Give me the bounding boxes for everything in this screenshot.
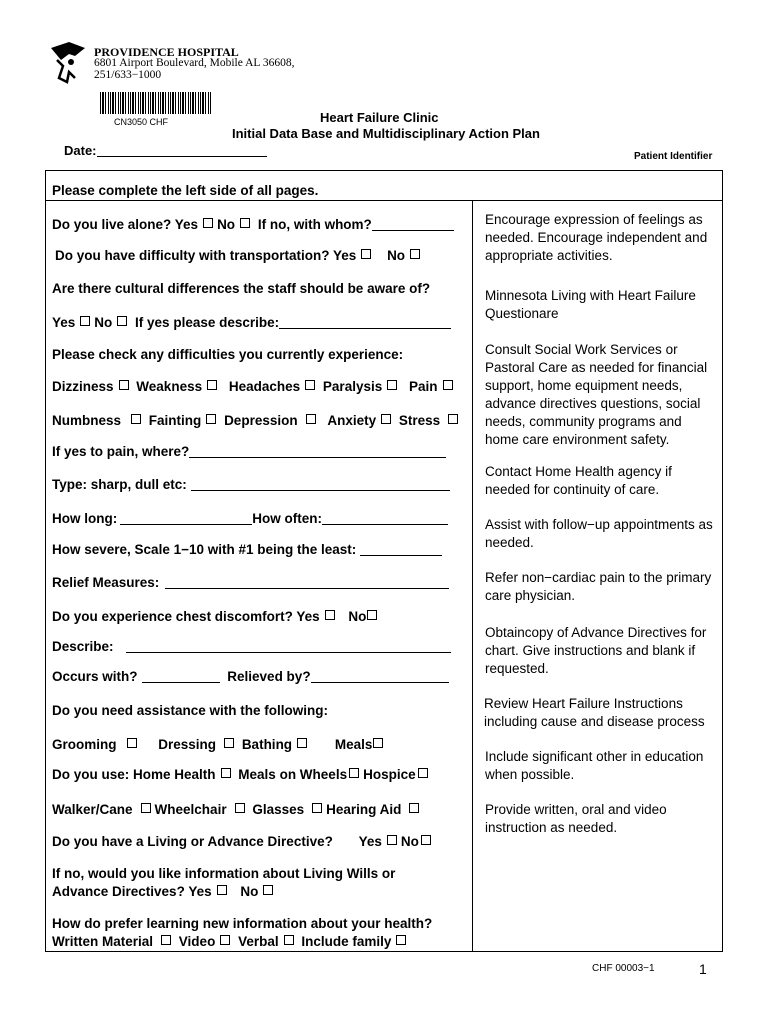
occurs-row: Occurs with? Relieved by? [52, 669, 449, 684]
hearing-aid-checkbox[interactable] [409, 803, 419, 813]
action-home-health: Contact Home Health agency if needed for continuity of care. [485, 464, 672, 497]
paralysis-checkbox[interactable] [387, 380, 397, 390]
wheelchair-checkbox[interactable] [235, 803, 245, 813]
page-number: 1 [699, 961, 707, 977]
live-alone-row: Do you live alone? Yes No If no, with whom? [52, 217, 454, 232]
relief-row: Relief Measures: [52, 575, 449, 590]
pain-duration-row: How long: How often: [52, 511, 448, 526]
weakness-checkbox[interactable] [207, 380, 217, 390]
pain-type-field[interactable] [191, 490, 450, 491]
pain-where-field[interactable] [189, 457, 446, 458]
hospital-address: 6801 Airport Boulevard, Mobile AL 36608, [94, 57, 295, 69]
dressing-checkbox[interactable] [224, 738, 234, 748]
form-number: CHF 00003−1 [592, 963, 655, 974]
chest-discomfort-row: Do you experience chest discomfort? Yes No [52, 609, 381, 624]
services-row: Do you use: Home Health Meals on Wheels Hospice [52, 767, 432, 782]
relief-field[interactable] [165, 588, 449, 589]
bathing-checkbox[interactable] [297, 738, 307, 748]
date-label: Date: [64, 143, 97, 158]
live-alone-no-checkbox[interactable] [240, 218, 250, 228]
chest-yes-checkbox[interactable] [325, 610, 335, 620]
meals-checkbox[interactable] [373, 738, 383, 748]
symptoms-row-1: Dizziness Weakness Headaches Paralysis Pain [52, 379, 457, 394]
numbness-checkbox[interactable] [131, 414, 141, 424]
directive-no-checkbox[interactable] [421, 835, 431, 845]
info-wills-line-1: If no, would you like information about Living Wills or [52, 866, 396, 881]
cultural-describe-field[interactable] [279, 328, 451, 329]
info-wills-no-checkbox[interactable] [263, 885, 273, 895]
transportation-yes-checkbox[interactable] [361, 249, 371, 259]
action-social-work: Consult Social Work Services or Pastoral Care as needed for financial support, home equipment needs, advance directives questions, social needs, community programs and home care environment safety. [485, 342, 708, 447]
pain-severity-row: How severe, Scale 1−10 with #1 being the least: [52, 542, 442, 557]
action-include-significant: Include significant other in education when possible. [485, 749, 704, 782]
directive-row: Do you have a Living or Advance Directive? Yes No [52, 834, 435, 849]
cultural-no-checkbox[interactable] [117, 316, 127, 326]
written-material-checkbox[interactable] [161, 935, 171, 945]
walker-cane-checkbox[interactable] [141, 803, 151, 813]
include-family-checkbox[interactable] [396, 935, 406, 945]
cultural-yes-checkbox[interactable] [80, 316, 90, 326]
difficulties-question: Please check any difficulties you currently experience: [52, 347, 404, 362]
chest-no-checkbox[interactable] [367, 610, 377, 620]
action-non-cardiac: Refer non−cardiac pain to the primary care physician. [485, 570, 712, 603]
action-advance-directives: Obtaincopy of Advance Directives for chart. Give instructions and blank if requested. [485, 625, 707, 676]
equipment-row: Walker/Cane Wheelchair Glasses Hearing Aid [52, 802, 423, 817]
depression-checkbox[interactable] [306, 414, 316, 424]
hospice-checkbox[interactable] [418, 768, 428, 778]
cultural-question: Are there cultural differences the staff should be aware of? [52, 281, 431, 296]
verbal-checkbox[interactable] [284, 935, 294, 945]
headaches-checkbox[interactable] [305, 380, 315, 390]
instructions: Please complete the left side of all pages. [52, 183, 319, 198]
anxiety-checkbox[interactable] [381, 414, 391, 424]
describe-field[interactable] [126, 652, 451, 653]
action-review-instructions: Review Heart Failure Instructions including cause and disease process [484, 696, 705, 729]
video-checkbox[interactable] [220, 935, 230, 945]
action-provide-instruction: Provide written, oral and video instruction as needed. [485, 802, 667, 835]
learning-question: How do prefer learning new information about your health? [52, 916, 433, 931]
action-minnesota: Minnesota Living with Heart Failure Questionare [485, 288, 696, 321]
how-long-field[interactable] [120, 524, 252, 525]
barcode [100, 92, 212, 114]
describe-row: Describe: [52, 639, 451, 654]
hospital-name: PROVIDENCE HOSPITAL [94, 45, 239, 59]
transportation-row: Do you have difficulty with transportation? Yes No [55, 248, 424, 263]
dizziness-checkbox[interactable] [119, 380, 129, 390]
info-wills-yes-checkbox[interactable] [217, 885, 227, 895]
date-field[interactable] [64, 143, 267, 158]
directive-yes-checkbox[interactable] [387, 835, 397, 845]
symptoms-row-2: Numbness Fainting Depression Anxiety Stress [52, 413, 462, 428]
stress-checkbox[interactable] [448, 414, 458, 424]
grooming-checkbox[interactable] [127, 738, 137, 748]
with-whom-field[interactable] [372, 230, 454, 231]
relieved-by-field[interactable] [311, 682, 449, 683]
page-title: Heart Failure Clinic [320, 110, 439, 125]
live-alone-yes-checkbox[interactable] [203, 218, 213, 228]
severity-field[interactable] [360, 555, 442, 556]
action-feelings: Encourage expression of feelings as needed. Encourage independent and appropriate activities. [485, 212, 708, 263]
transportation-no-checkbox[interactable] [410, 249, 420, 259]
pain-where-row: If yes to pain, where? [52, 444, 446, 459]
header-divider [45, 200, 723, 201]
learning-row: Written Material Video Verbal Include family [52, 934, 410, 949]
assistance-row: Grooming Dressing Bathing Meals [52, 737, 387, 752]
fainting-checkbox[interactable] [206, 414, 216, 424]
info-wills-row: Advance Directives? Yes No [52, 884, 277, 899]
assistance-question: Do you need assistance with the following: [52, 703, 329, 718]
patient-identifier: Patient Identifier [634, 151, 713, 162]
meals-on-wheels-checkbox[interactable] [349, 768, 359, 778]
home-health-checkbox[interactable] [221, 768, 231, 778]
cultural-answer-row: Yes No If yes please describe: [52, 315, 451, 330]
glasses-checkbox[interactable] [312, 803, 322, 813]
pain-type-row: Type: sharp, dull etc: [52, 477, 450, 492]
how-often-field[interactable] [322, 524, 448, 525]
page-subtitle: Initial Data Base and Multidisciplinary Action Plan [232, 126, 540, 141]
hospital-logo [47, 38, 91, 84]
hospital-phone: 251/633−1000 [94, 69, 162, 81]
pain-checkbox[interactable] [443, 380, 453, 390]
action-follow-up: Assist with follow−up appointments as needed. [485, 517, 713, 550]
barcode-label: CN3050 CHF [114, 117, 169, 127]
occurs-with-field[interactable] [142, 682, 220, 683]
column-divider [472, 200, 473, 952]
